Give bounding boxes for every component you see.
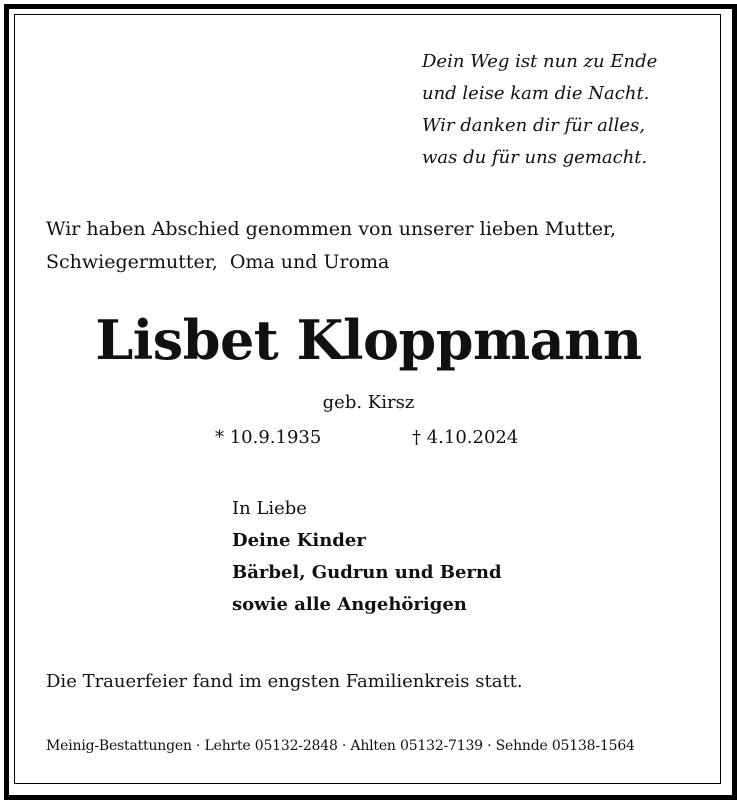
poem-line: Dein Weg ist nun zu Ende — [422, 51, 658, 72]
mourners-line: sowie alle Angehörigen — [232, 594, 467, 615]
intro-text — [46, 213, 616, 279]
mourners-line: In Liebe — [232, 498, 307, 519]
mourners-line: Bärbel, Gudrun und Bernd — [232, 562, 502, 583]
footer-undertaker: Meinig-Bestattungen · Lehrte 05132-2848 · Ahlten 05132-7139 · Sehnde 05138-1564 — [46, 738, 635, 754]
poem-line: was du für uns gemacht. — [422, 147, 648, 168]
deceased-name: Lisbet Kloppmann — [95, 308, 642, 372]
death-date: † 4.10.2024 — [412, 427, 519, 448]
poem-line: Wir danken dir für alles, — [422, 115, 646, 136]
mourners — [232, 493, 502, 621]
intro-line: Schwiegermutter, Oma und Uroma — [46, 251, 390, 273]
birth-date: * 10.9.1935 — [215, 427, 322, 448]
mourners-line: Deine Kinder — [232, 530, 366, 551]
born-name: geb. Kirsz — [322, 392, 415, 413]
funeral-notice: Die Trauerfeier fand im engsten Familienkreis statt. — [46, 671, 523, 692]
poem-line: und leise kam die Nacht. — [422, 83, 650, 104]
poem — [422, 46, 657, 174]
intro-line: Wir haben Abschied genommen von unserer lieben Mutter, — [46, 218, 616, 240]
